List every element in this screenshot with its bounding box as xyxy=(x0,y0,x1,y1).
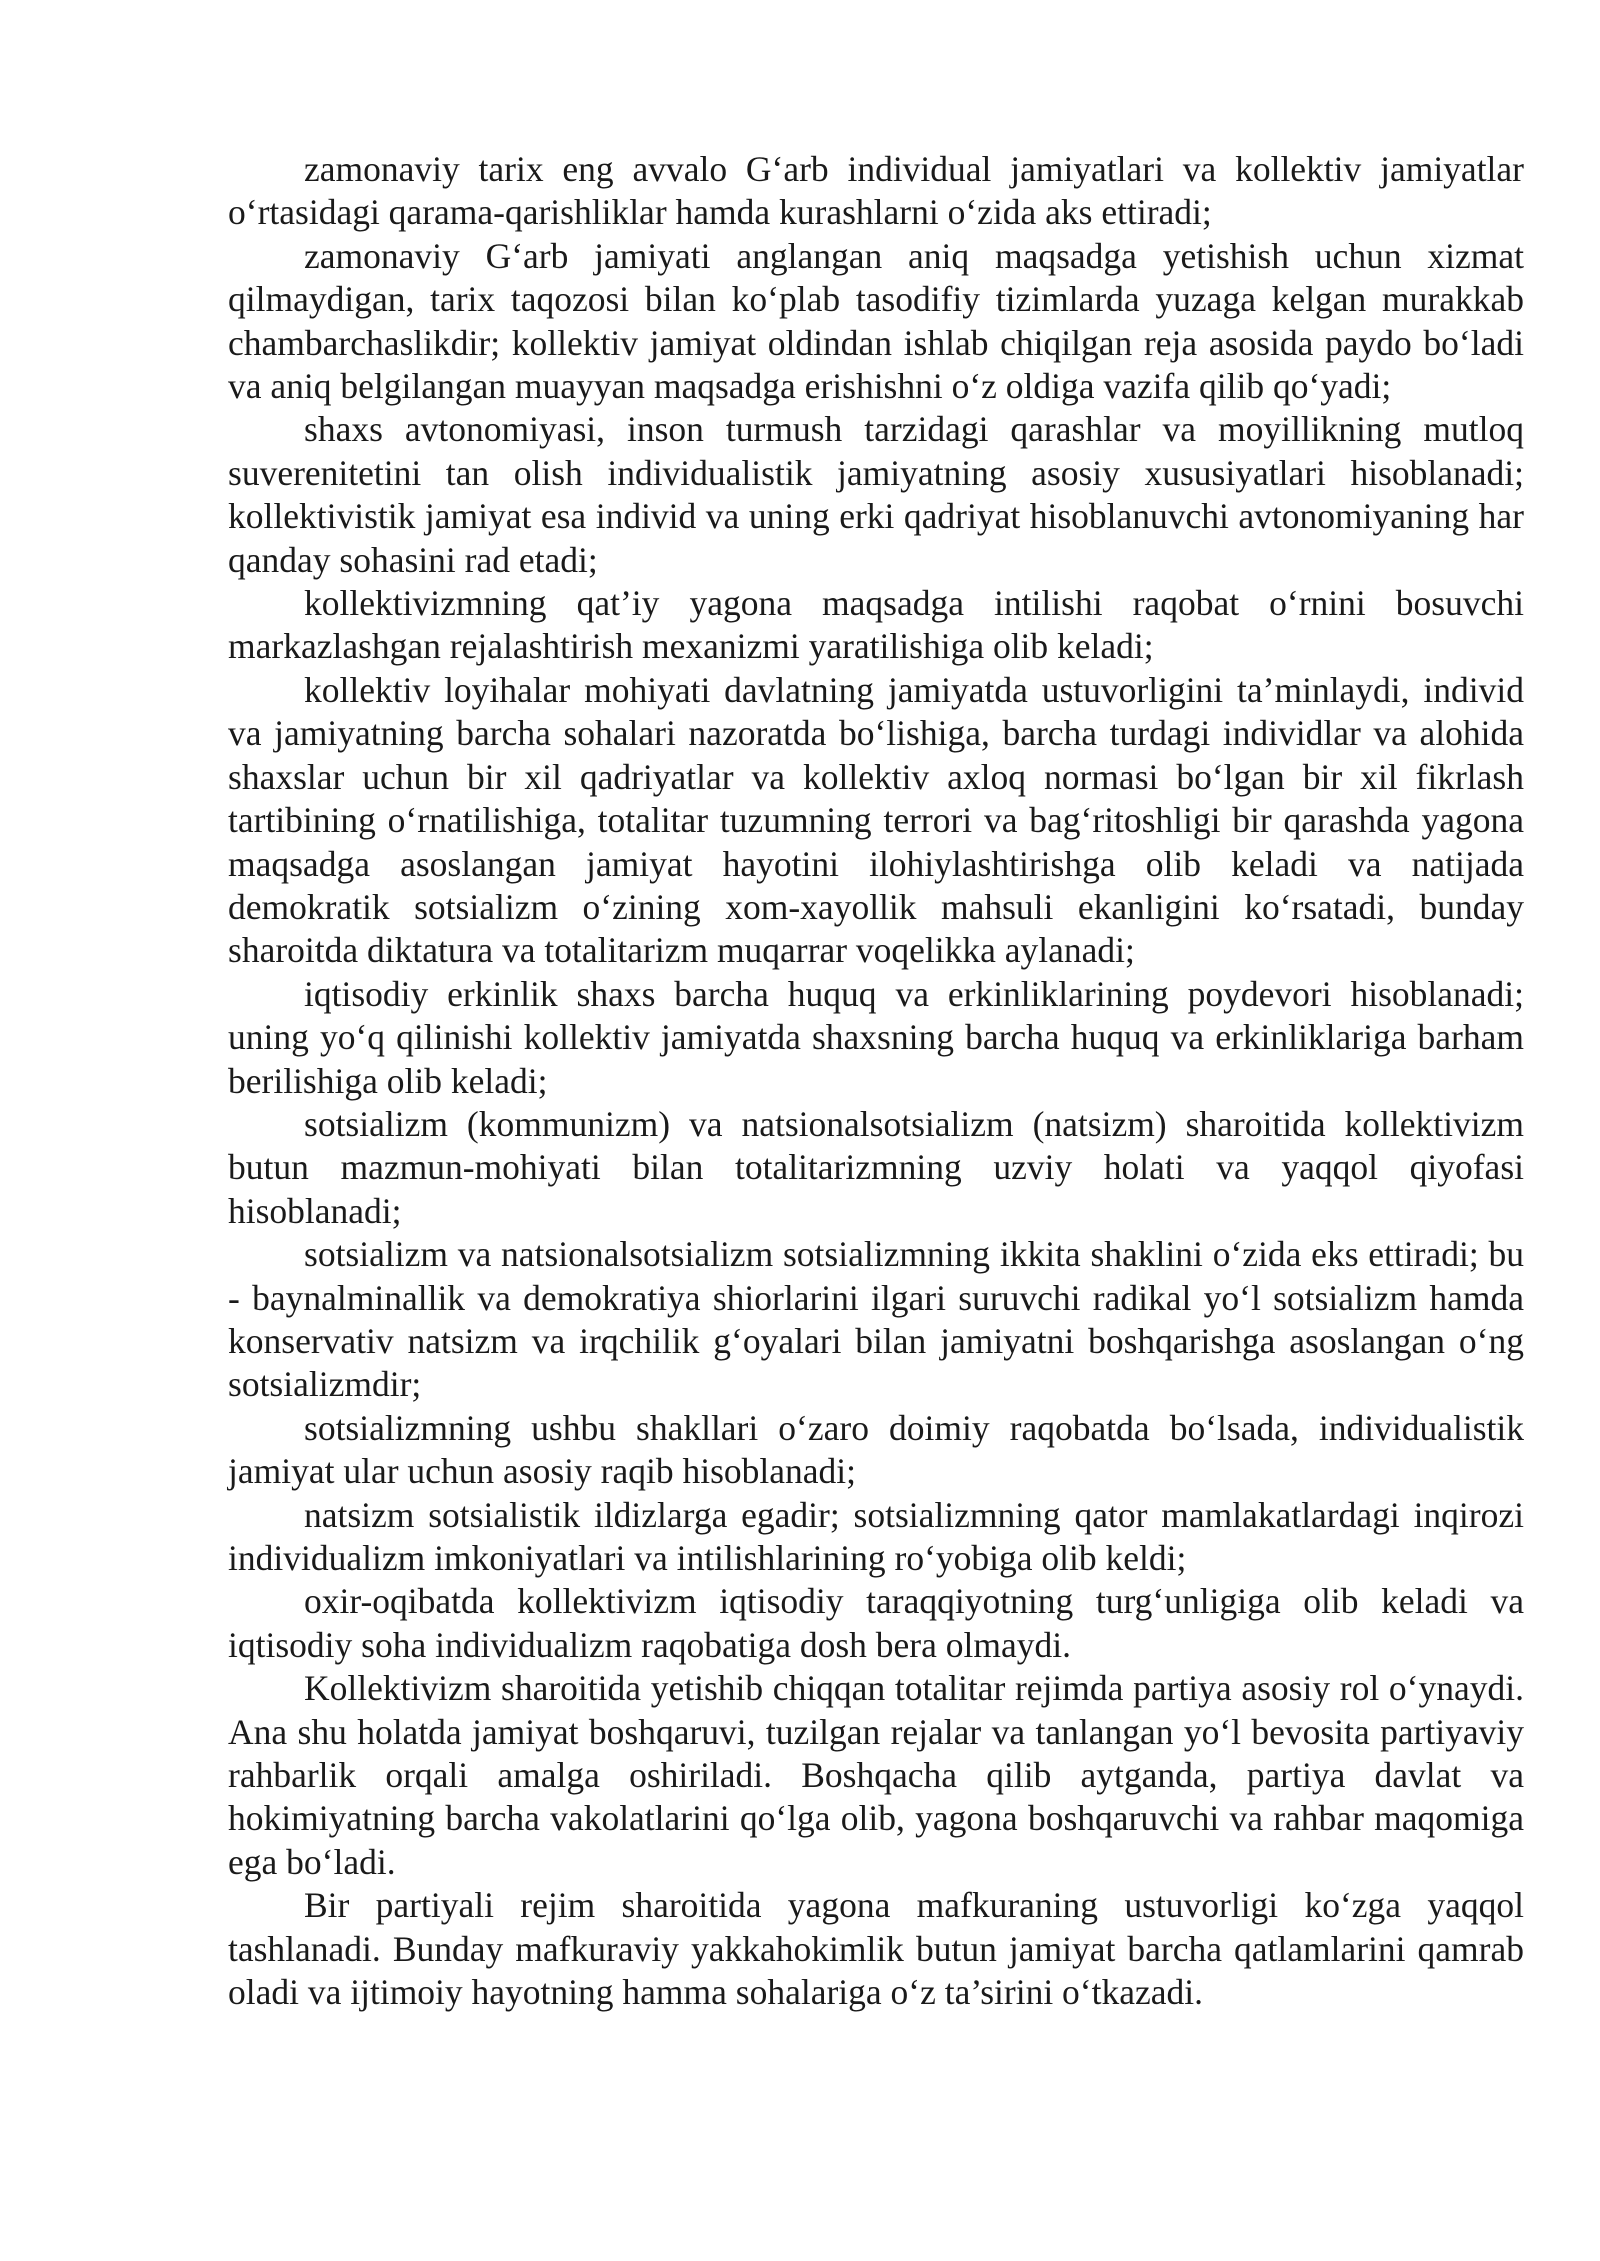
paragraph-8: sotsializm va natsionalsotsializm sotsializmning ikkita shaklini o‘zida eks ettiradi; bu - baynalminallik va demokratiya shiorlarini ilgari suruvchi radikal yo‘l sotsializm hamda konservativ natsizm va irqchilik g‘oyalari bilan jamiyatni boshqarishga asoslangan o‘ng sotsializmdir; xyxy=(228,1234,1524,1405)
paragraph-9: sotsializmning ushbu shakllari o‘zaro doimiy raqobatda bo‘lsada, individualistik jamiyat ular uchun asosiy raqib hisoblanadi; xyxy=(228,1407,1524,1492)
paragraph-11: oxir-oqibatda kollektivizm iqtisodiy taraqqiyotning turg‘unligiga olib keladi va iqtisodiy soha individualizm raqobatiga dosh bera olmaydi. xyxy=(228,1581,1524,1665)
paragraph-12: Kollektivizm sharoitida yetishib chiqqan totalitar rejimda partiya asosiy rol o‘ynaydi. Ana shu holatda jamiyat boshqaruvi, tuzilgan rejalar va tanlangan yo‘l bevosita partiyaviy rahbarlik orqali amalga oshiriladi. Boshqacha qilib aytganda, partiya davlat va hokimiyatning barcha vakolatlarini qo‘lga olib, yagona boshqaruvchi va rahbar maqomiga ega bo‘ladi. xyxy=(228,1668,1524,1882)
paragraph-10: natsizm sotsialistik ildizlarga egadir; sotsializmning qator mamlakatlardagi inqirozi individualizm imkoniyatlari va intilishlarining ro‘yobiga olib keldi; xyxy=(228,1494,1524,1578)
paragraph-1: zamonaviy tarix eng avvalo G‘arb individual jamiyatlari va kollektiv jamiyatlar o‘rtasidagi qarama-qarishliklar hamda kurashlarni o‘zida aks ettiradi; xyxy=(228,149,1524,233)
document-page xyxy=(228,148,1524,2014)
paragraph-5: kollektiv loyihalar mohiyati davlatning jamiyatda ustuvorligini ta’minlaydi, individ va jamiyatning barcha sohalari nazoratda bo‘lishiga, barcha turdagi individlar va alohida shaxslar uchun bir xil qadriyatlar va kollektiv axloq normasi bo‘lgan bir xil fikrlash tartibining o‘rnatilishiga, totalitar tuzumning terrori va bag‘ritoshligi bir qarashda yagona maqsadga asoslangan jamiyat hayotini ilohiylashtirishga olib keladi va natijada demokratik sotsializm o‘zining xom-xayollik mahsuli ekanligini ko‘rsatadi, bunday sharoitda diktatura va totalitarizm muqarrar voqelikka aylanadi; xyxy=(228,669,1524,971)
paragraph-4: kollektivizmning qat’iy yagona maqsadga intilishi raqobat o‘rnini bosuvchi markazlashgan rejalashtirish mexanizmi yaratilishiga olib keladi; xyxy=(228,583,1524,667)
paragraph-13: Bir partiyali rejim sharoitida yagona mafkuraning ustuvorligi ko‘zga yaqqol tashlanadi. Bunday mafkuraviy yakkahokimlik butun jamiyat barcha qatlamlarini qamrab oladi va ijtimoiy hayotning hamma sohalariga o‘z ta’sirini o‘tkazadi. xyxy=(228,1885,1524,2013)
paragraph-7: sotsializm (kommunizm) va natsionalsotsializm (natsizm) sharoitida kollektivizm butun mazmun-mohiyati bilan totalitarizmning uzviy holati va yaqqol qiyofasi hisoblanadi; xyxy=(228,1103,1524,1231)
paragraph-3: shaxs avtonomiyasi, inson turmush tarzidagi qarashlar va moyillikning mutloq suverenitetini tan olish individualistik jamiyatning asosiy xususiyatlari hisoblanadi; kollektivistik jamiyat esa individ va uning erki qadriyat hisoblanuvchi avtonomiyaning har qanday sohasini rad etadi; xyxy=(228,409,1524,580)
paragraph-2: zamonaviy G‘arb jamiyati anglangan aniq maqsadga yetishish uchun xizmat qilmaydigan, tarix taqozosi bilan ko‘plab tasodifiy tizimlarda yuzaga kelgan murakkab chambarchaslikdir; kollektiv jamiyat oldindan ishlab chiqilgan reja asosida paydo bo‘ladi va aniq belgilangan muayyan maqsadga erishishni o‘z oldiga vazifa qilib qo‘yadi; xyxy=(228,235,1524,407)
paragraph-6: iqtisodiy erkinlik shaxs barcha huquq va erkinliklarining poydevori hisoblanadi; uning yo‘q qilinishi kollektiv jamiyatda shaxsning barcha huquq va erkinliklariga barham berilishiga olib keladi; xyxy=(228,973,1524,1101)
